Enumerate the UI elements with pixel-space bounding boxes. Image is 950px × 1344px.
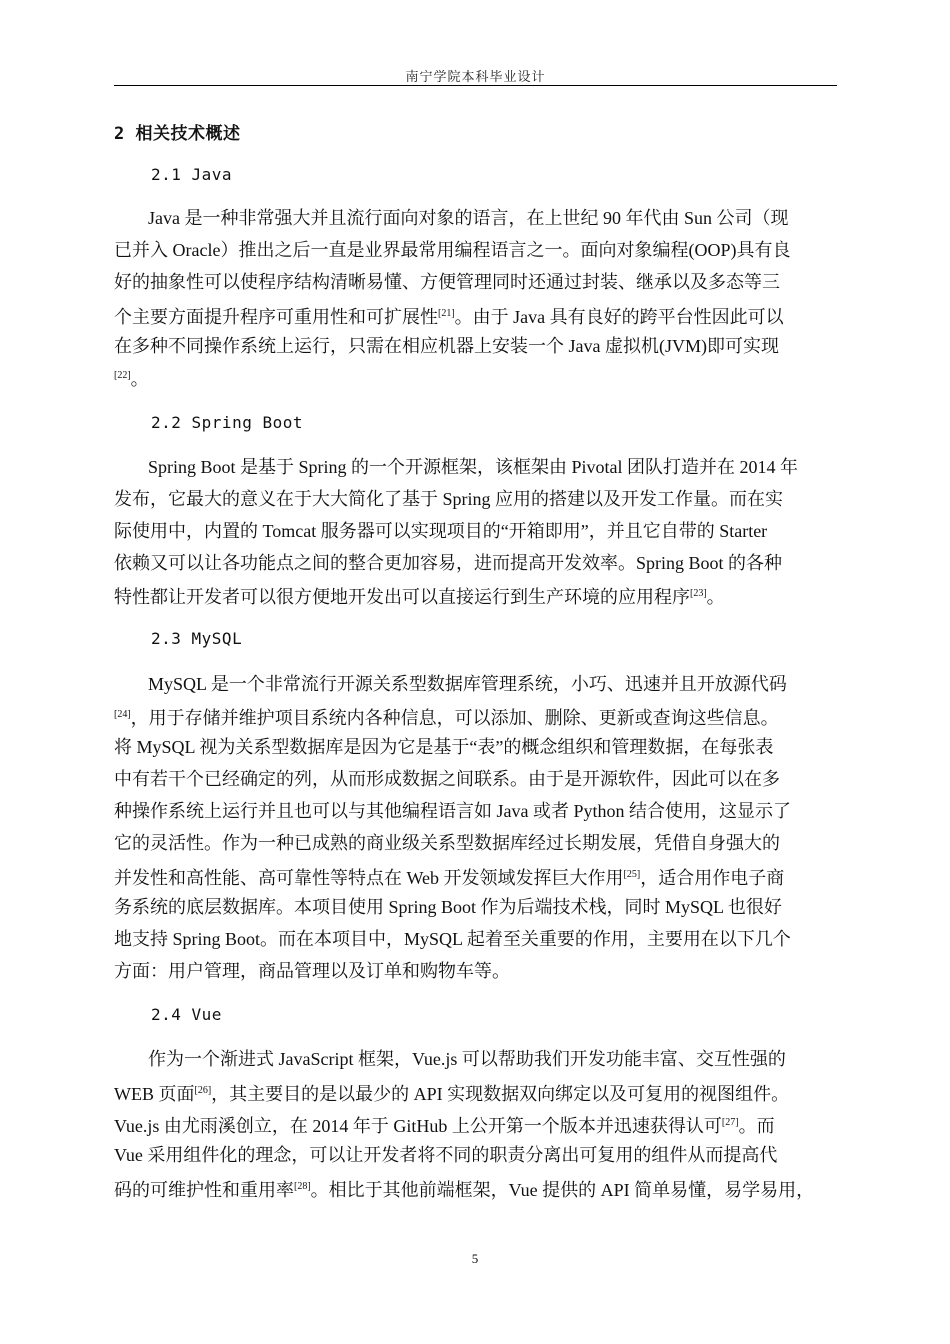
paragraph-line: 码的可维护性和重用率[28]。相比于其他前端框架，Vue 提供的 API 简单易懂，易学易用， [114, 1180, 815, 1200]
citation-marker: [24] [114, 709, 131, 720]
paragraph-line: 好的抽象性可以使程序结构清晰易懂、方便管理同时还通过封装、继承以及多态等三 [114, 272, 780, 292]
paragraph-line: 已并入 Oracle）推出之后一直是业界最常用编程语言之一。面向对象编程(OOP)具有良 [114, 240, 791, 260]
paragraph-line: [22]。 [114, 369, 149, 389]
section-heading-spring-boot: 2.2 Spring Boot [151, 413, 303, 432]
citation-marker: [27] [721, 1117, 739, 1128]
paragraph-line: 地支持 Spring Boot。而在本项目中，MySQL 起着至关重要的作用，主要用在以下几个 [114, 929, 791, 949]
paragraph-line: MySQL 是一个非常流行开源关系型数据库管理系统，小巧、迅速并且开放源代码 [148, 674, 787, 694]
paragraph-line: WEB 页面[26]，其主要目的是以最少的 API 实现数据双向绑定以及可复用的视图组件。 [114, 1084, 790, 1104]
paragraph-line: 它的灵活性。作为一种已成熟的商业级关系型数据库经过长期发展，凭借自身强大的 [114, 833, 780, 853]
paragraph-line: 中有若干个已经确定的列，从而形成数据之间联系。由于是开源软件，因此可以在多 [114, 769, 780, 789]
citation-marker: [25] [623, 869, 641, 880]
paragraph-line: 际使用中，内置的 Tomcat 服务器可以实现项目的“开箱即用”，并且它自带的 Starter [114, 521, 768, 541]
paragraph-line: 个主要方面提升程序可重用性和可扩展性[21]。由于 Java 具有良好的跨平台性因此可以 [114, 307, 784, 327]
section-heading-java: 2.1 Java [151, 165, 233, 184]
paragraph-line: 作为一个渐进式 JavaScript 框架，Vue.js 可以帮助我们开发功能丰富、交互性强的 [148, 1049, 786, 1069]
paragraph-line: 特性都让开发者可以很方便地开发出可以直接运行到生产环境的应用程序[23]。 [114, 587, 725, 607]
citation-marker: [26] [194, 1085, 212, 1096]
paragraph-line: Spring Boot 是基于 Spring 的一个开源框架，该框架由 Pivotal 团队打造并在 2014 年 [148, 457, 799, 477]
chapter-title: 2 相关技术概述 [114, 124, 241, 144]
paragraph-line: Vue.js 由尤雨溪创立，在 2014 年于 GitHub 上公开第一个版本并迅速获得认可[27]。而 [114, 1116, 775, 1136]
paragraph-line: Java 是一种非常强大并且流行面向对象的语言，在上世纪 90 年代由 Sun 公司（现 [148, 208, 789, 228]
paragraph-line: [24]，用于存储并维护项目系统内各种信息，可以添加、删除、更新或查询这些信息。 [114, 708, 779, 728]
paragraph-line: 并发性和高性能、高可靠性等特点在 Web 开发领域发挥巨大作用[25]，适合用作电子商 [114, 868, 785, 888]
paragraph-line: 依赖又可以让各功能点之间的整合更加容易，进而提高开发效率。Spring Boot 的各种 [114, 553, 783, 573]
citation-marker: [22] [114, 370, 131, 381]
paragraph-line: 务系统的底层数据库。本项目使用 Spring Boot 作为后端技术栈，同时 MySQL 也很好 [114, 897, 782, 917]
page-header: 南宁学院本科毕业设计 [405, 69, 546, 84]
citation-marker: [21] [438, 308, 455, 319]
paragraph-line: 方面：用户管理，商品管理以及订单和购物车等。 [114, 961, 510, 981]
paragraph-line: 发布，它最大的意义在于大大简化了基于 Spring 应用的搭建以及开发工作量。而在实 [114, 489, 784, 509]
citation-marker: [28] [294, 1181, 311, 1192]
paragraph-line: Vue 采用组件化的理念，可以让开发者将不同的职责分离出可复用的组件从而提高代 [114, 1145, 778, 1165]
paragraph-line: 在多种不同操作系统上运行，只需在相应机器上安装一个 Java 虚拟机(JVM)即可实现 [114, 336, 779, 356]
paragraph-line: 种操作系统上运行并且也可以与其他编程语言如 Java 或者 Python 结合使用，这显示了 [114, 801, 791, 821]
paragraph-line: 将 MySQL 视为关系型数据库是因为它是基于“表”的概念组织和管理数据，在每张表 [114, 737, 774, 757]
section-heading-mysql: 2.3 MySQL [151, 629, 243, 648]
citation-marker: [23] [690, 588, 707, 599]
section-heading-vue: 2.4 Vue [151, 1005, 222, 1024]
page-number: 5 [471, 1251, 479, 1266]
header-rule [114, 85, 837, 86]
